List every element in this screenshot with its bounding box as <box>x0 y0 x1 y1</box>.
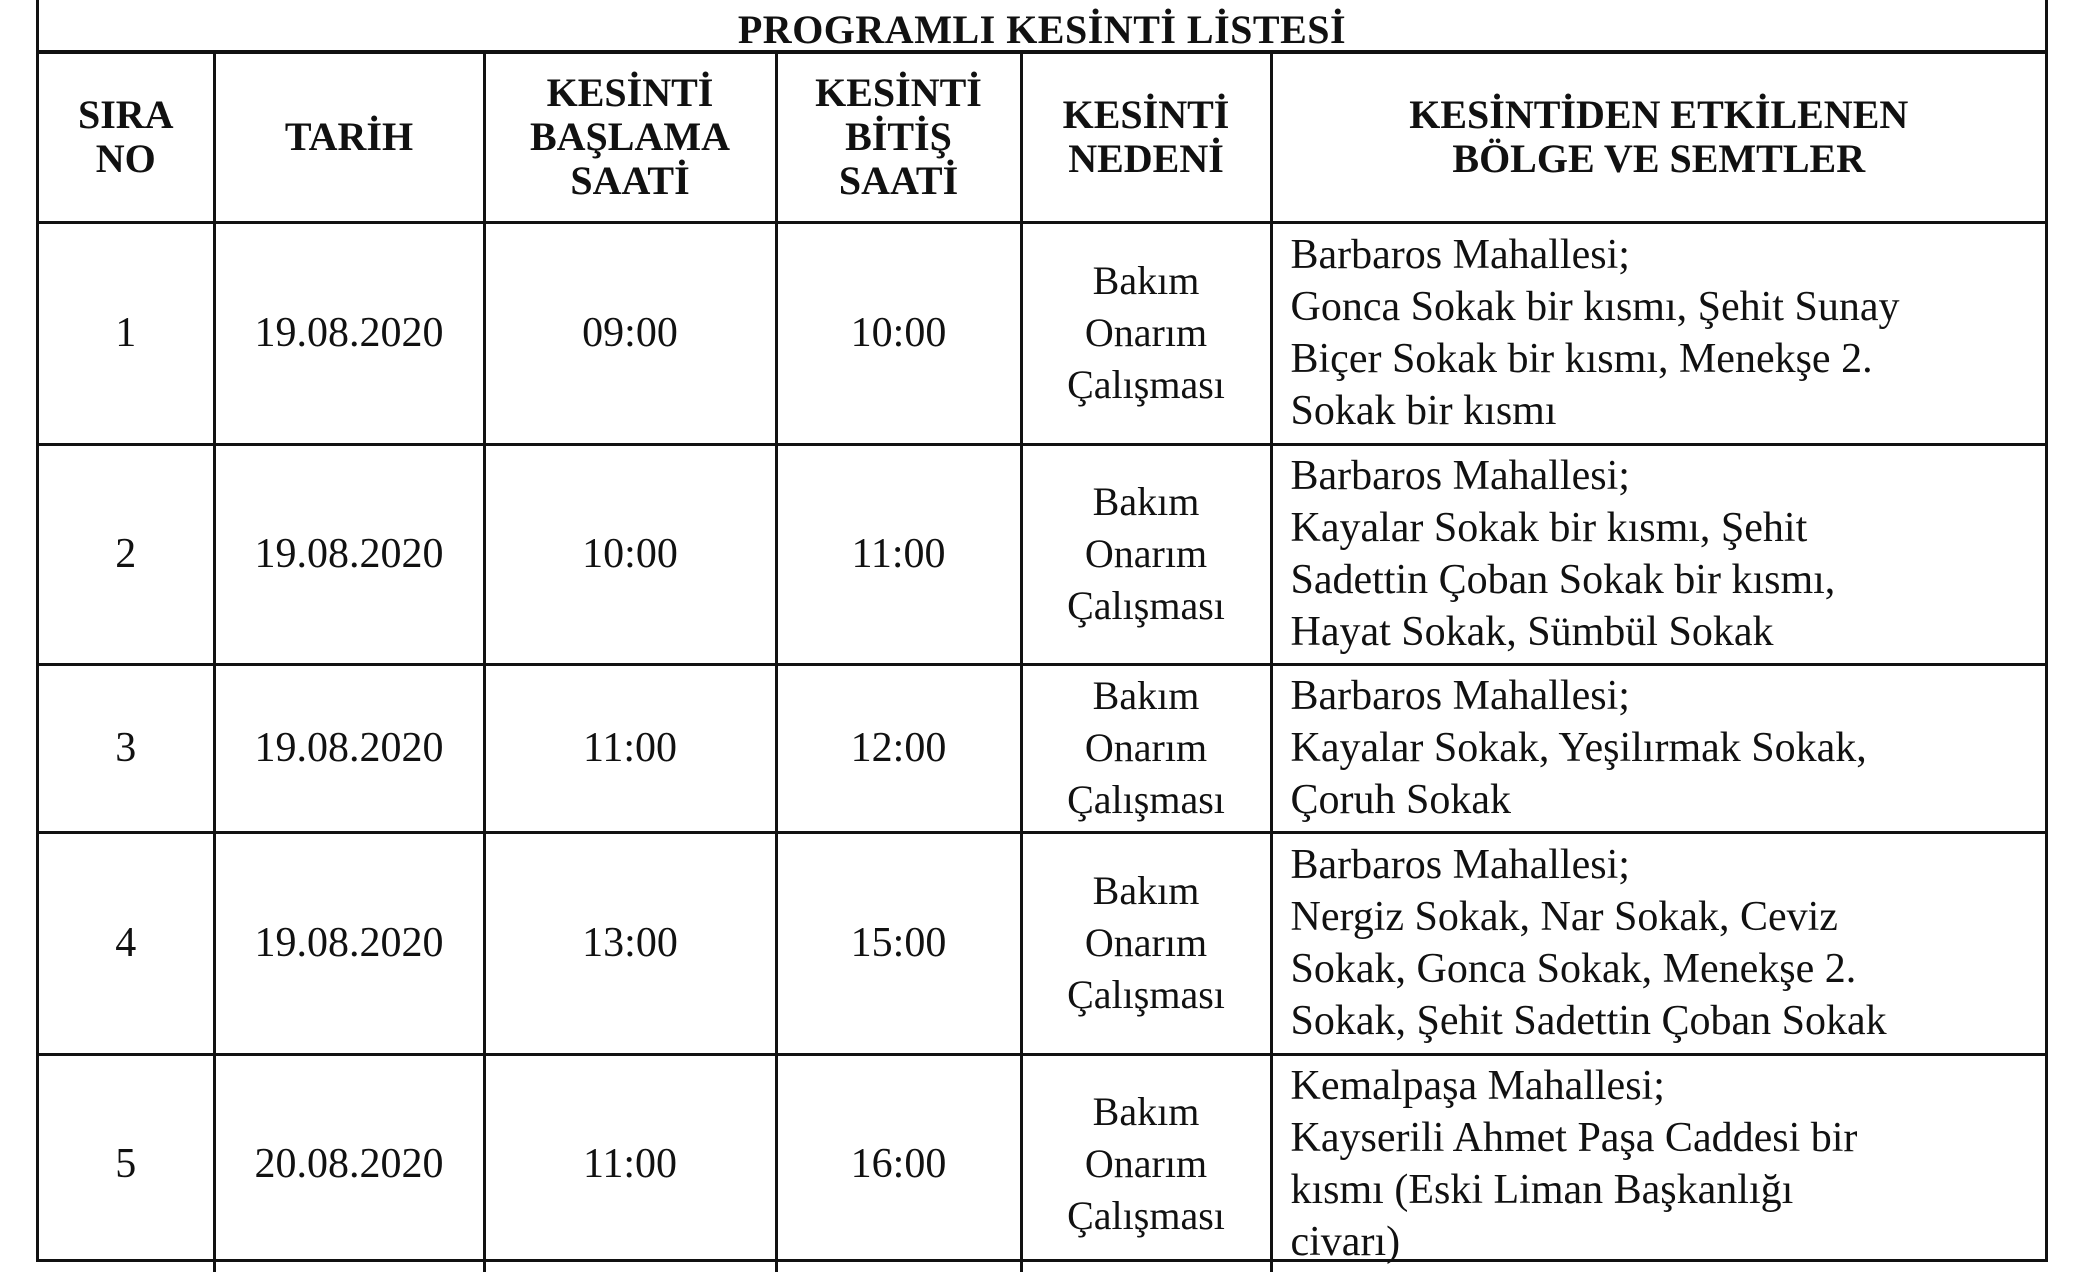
cell-etkilenen-bolgeler: Barbaros Mahallesi; Kayalar Sokak bir kısmı, Şehit Sadettin Çoban Sokak bir kısmı, Hayat Sokak, Sümbül Sokak <box>1271 444 2045 664</box>
document-title: PROGRAMLI KESİNTİ LİSTESİ <box>39 0 2045 54</box>
header-tarih: TARİH <box>214 54 484 222</box>
cell-kesinti-nedeni: Bakım Onarım Çalışması <box>1021 444 1271 664</box>
table-header-row <box>39 54 2045 222</box>
cell-bitis-saati: 16:00 <box>776 1054 1021 1272</box>
cell-etkilenen-bolgeler: Barbaros Mahallesi; Nergiz Sokak, Nar Sokak, Ceviz Sokak, Gonca Sokak, Menekşe 2. Sokak, Şehit Sadettin Çoban Sokak <box>1271 832 2045 1054</box>
cell-tarih: 20.08.2020 <box>214 1054 484 1272</box>
cell-etkilenen-bolgeler: Barbaros Mahallesi; Gonca Sokak bir kısmı, Şehit Sunay Biçer Sokak bir kısmı, Menekşe 2. Sokak bir kısmı <box>1271 222 2045 444</box>
header-sira-no: SIRA NO <box>39 54 214 222</box>
header-etkilenen-bolgeler: KESİNTİDEN ETKİLENEN BÖLGE VE SEMTLER <box>1271 54 2045 222</box>
cell-baslama-saati: 11:00 <box>484 664 776 832</box>
cell-tarih: 19.08.2020 <box>214 444 484 664</box>
cell-tarih: 19.08.2020 <box>214 222 484 444</box>
cell-bitis-saati: 15:00 <box>776 832 1021 1054</box>
cell-sira-no: 4 <box>39 832 214 1054</box>
cell-bitis-saati: 12:00 <box>776 664 1021 832</box>
table-row <box>39 832 2045 1054</box>
cell-sira-no: 3 <box>39 664 214 832</box>
cell-sira-no: 2 <box>39 444 214 664</box>
outage-list-document <box>36 0 2048 1265</box>
cell-bitis-saati: 11:00 <box>776 444 1021 664</box>
cell-baslama-saati: 13:00 <box>484 832 776 1054</box>
cell-baslama-saati: 10:00 <box>484 444 776 664</box>
table-row <box>39 664 2045 832</box>
cell-etkilenen-bolgeler: Kemalpaşa Mahallesi; Kayserili Ahmet Paşa Caddesi bir kısmı (Eski Liman Başkanlığı civarı) <box>1271 1054 2045 1272</box>
table-row <box>39 444 2045 664</box>
cell-tarih: 19.08.2020 <box>214 664 484 832</box>
header-kesinti-nedeni: KESİNTİ NEDENİ <box>1021 54 1271 222</box>
cell-etkilenen-bolgeler: Barbaros Mahallesi; Kayalar Sokak, Yeşilırmak Sokak, Çoruh Sokak <box>1271 664 2045 832</box>
header-bitis-saati: KESİNTİ BİTİŞ SAATİ <box>776 54 1021 222</box>
header-baslama-saati: KESİNTİ BAŞLAMA SAATİ <box>484 54 776 222</box>
cell-kesinti-nedeni: Bakım Onarım Çalışması <box>1021 664 1271 832</box>
cell-tarih: 19.08.2020 <box>214 832 484 1054</box>
cell-baslama-saati: 11:00 <box>484 1054 776 1272</box>
outage-table <box>39 54 2045 1272</box>
table-row <box>39 222 2045 444</box>
cell-kesinti-nedeni: Bakım Onarım Çalışması <box>1021 832 1271 1054</box>
cell-bitis-saati: 10:00 <box>776 222 1021 444</box>
table-row <box>39 1054 2045 1272</box>
cell-sira-no: 1 <box>39 222 214 444</box>
cell-kesinti-nedeni: Bakım Onarım Çalışması <box>1021 1054 1271 1272</box>
cell-baslama-saati: 09:00 <box>484 222 776 444</box>
cell-kesinti-nedeni: Bakım Onarım Çalışması <box>1021 222 1271 444</box>
cell-sira-no: 5 <box>39 1054 214 1272</box>
